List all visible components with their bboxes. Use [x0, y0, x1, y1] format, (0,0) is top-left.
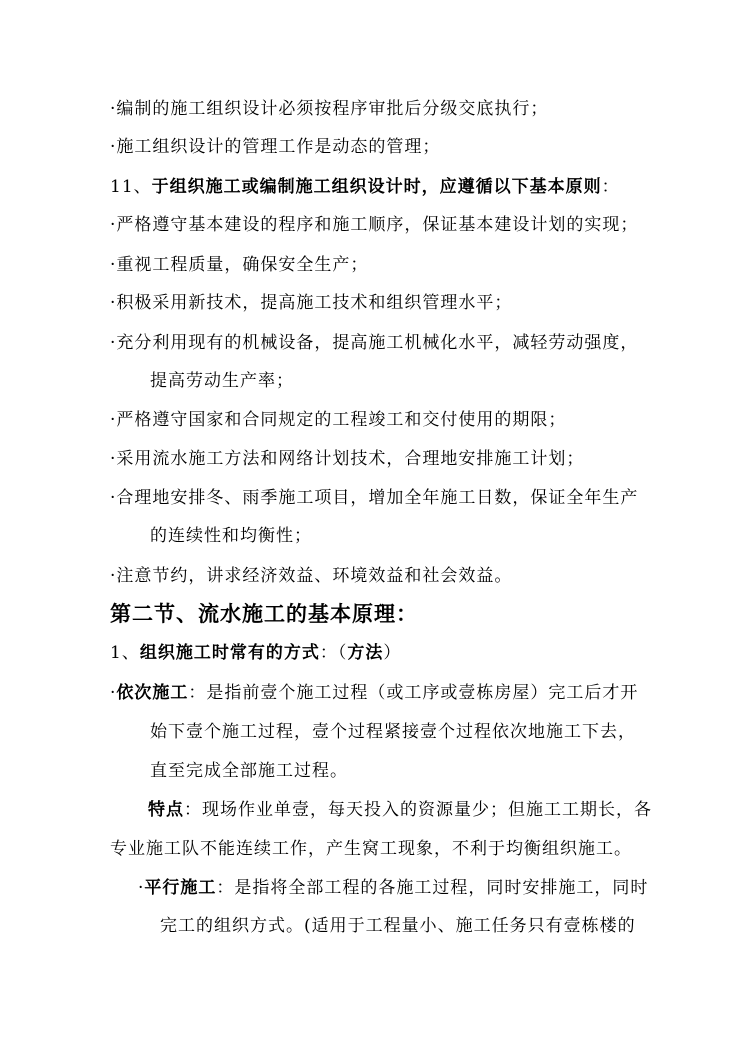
bullet-dot: · — [138, 878, 145, 898]
bullet-line-economy: ·注意节约，讲求经济效益、环境效益和社会效益。 — [110, 566, 513, 586]
term-parallel: 平行施工 — [144, 878, 217, 898]
continuation-line-sequential-2: 直至完成全部施工过程。 — [150, 761, 348, 781]
bullet-line-quality-safety: ·重视工程质量，确保安全生产； — [110, 255, 369, 275]
bullet-line-approval: ·编制的施工组织设计必须按程序审批后分级交底执行； — [110, 99, 549, 119]
open-paren: ：（ — [319, 643, 348, 663]
bullet-line-dynamic-management: ·施工组织设计的管理工作是动态的管理； — [110, 137, 441, 157]
methods-title: 组织施工时常有的方式 — [139, 643, 320, 663]
definition-text: ：是指前壹个施工过程（或工序或壹栋房屋）完工后才开 — [188, 683, 639, 703]
definition-parallel-construction — [138, 876, 648, 900]
features-paragraph — [148, 798, 652, 822]
continuation-line-sequential-1: 始下壹个施工过程，壹个过程紧接壹个过程依次地施工下去， — [150, 722, 636, 742]
numbered-heading-principles — [110, 175, 620, 199]
close-paren: ） — [383, 643, 402, 663]
item-number: 1、 — [110, 643, 140, 663]
bullet-line-construction-sequence: ·严格遵守基本建设的程序和施工顺序，保证基本建设计划的实现； — [110, 215, 639, 235]
continuation-line-parallel: 完工的组织方式。(适用于工程量小、施工任务只有壹栋楼的 — [160, 916, 636, 936]
bullet-line-machinery: ·充分利用现有的机械设备，提高施工机械化水平，减轻劳动强度， — [110, 333, 639, 353]
numbered-heading-methods — [110, 641, 401, 665]
principles-title: 于组织施工或编制施工组织设计时，应遵循以下基本原则 — [151, 177, 602, 197]
bullet-line-flow-construction: ·采用流水施工方法和网络计划技术，合理地安排施工计划； — [110, 449, 585, 469]
continuation-line-productivity: 提高劳动生产率； — [150, 371, 294, 391]
bullet-line-deadline: ·严格遵守国家和合同规定的工程竣工和交付使用的期限； — [110, 410, 567, 430]
bullet-dot: · — [110, 683, 117, 703]
bullet-line-new-technology: ·积极采用新技术，提高施工技术和组织管理水平； — [110, 293, 513, 313]
item-number: 11、 — [110, 177, 152, 197]
colon: ： — [601, 177, 620, 197]
methods-label: 方法 — [347, 643, 384, 663]
definition-text: ：是指将全部工程的各施工过程，同时安排施工，同时 — [216, 878, 649, 898]
continuation-line-features: 专业施工队不能连续工作，产生窝工现象，不利于均衡组织施工。 — [110, 839, 632, 859]
features-text: ：现场作业单壹，每天投入的资源量少；但施工工期长，各 — [184, 800, 652, 820]
term-features: 特点 — [148, 800, 184, 820]
bullet-line-seasonal-work: ·合理地安排冬、雨季施工项目，增加全年施工日数，保证全年生产 — [110, 488, 639, 508]
definition-sequential-construction — [110, 681, 638, 705]
continuation-line-continuity: 的连续性和均衡性； — [150, 526, 312, 546]
term-sequential: 依次施工 — [116, 683, 189, 703]
section-heading: 第二节、流水施工的基本原理： — [110, 601, 418, 626]
